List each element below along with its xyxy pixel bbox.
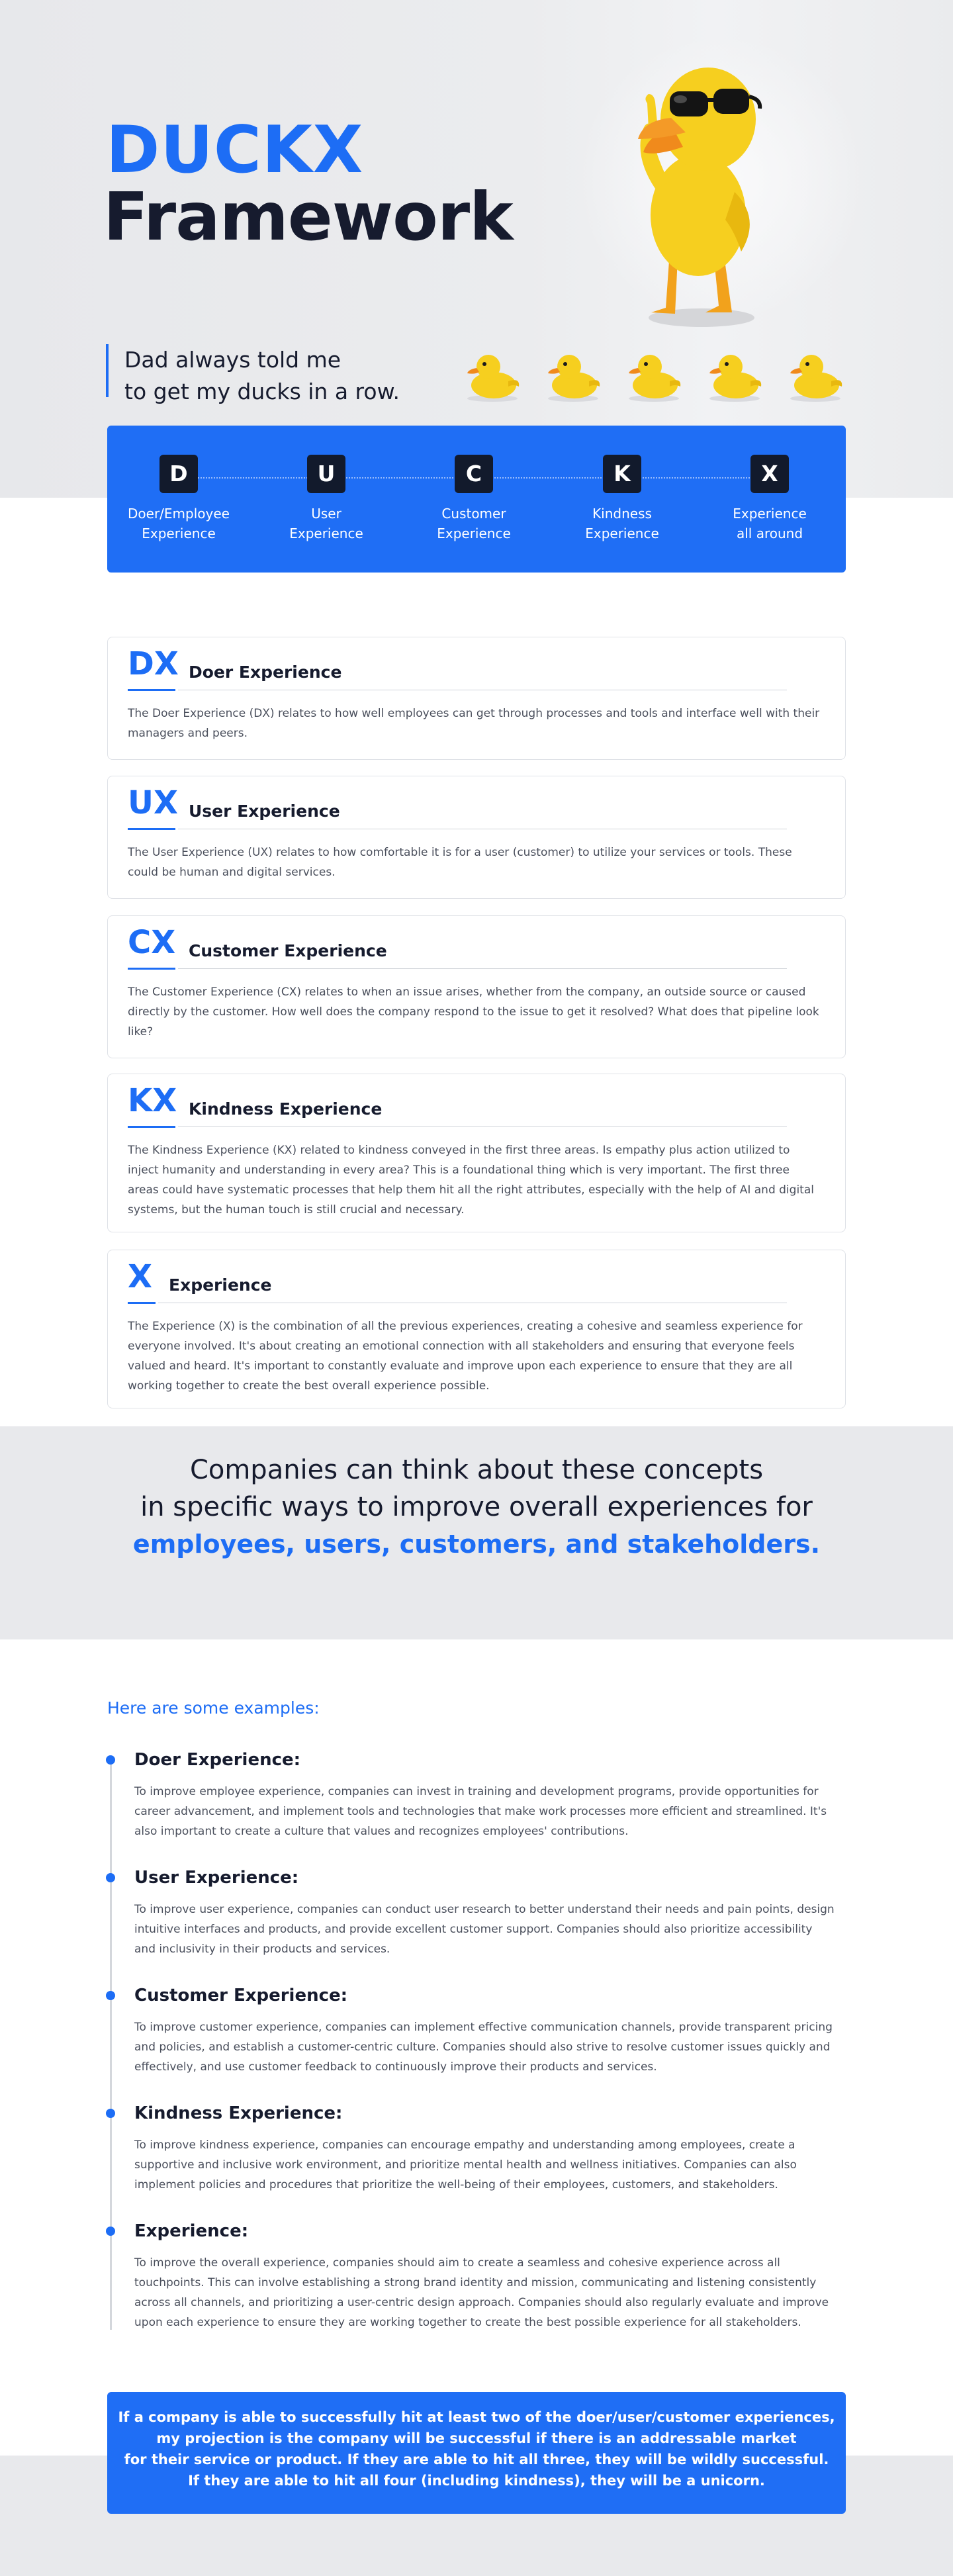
card-body: The Experience (X) is the combination of all the previous experiences, creating a cohesive and seamless experience for everyone involved. It's about creating an emotional connection with all stakeholders and ensuring that everyone feels valued and heard. It's important to constantly evaluate and improve upon each experience to ensure that they are all working together to create the best overall experience possible. <box>128 1320 803 1393</box>
example-body: To improve kindness experience, companies can encourage empathy and understanding among employees, create a supportive and inclusive work environment, and prioritize mental health and wellness initiatives. Companies can also implement policies and procedures that prioritize the well-being of their employees, customers, and stakeholders. <box>134 2139 797 2191</box>
example-title: Doer Experience: <box>134 1750 301 1770</box>
step-label: Experience all around <box>733 506 807 541</box>
step-d <box>126 455 232 543</box>
card-abbr: CX <box>128 924 176 961</box>
card-abbr-underline <box>128 1302 156 1304</box>
step-badge: K <box>603 455 641 493</box>
step-label: User Experience <box>289 506 363 541</box>
quote-line-1: Dad always told me <box>124 347 341 373</box>
card-body: The Doer Experience (DX) relates to how well employees can get through processes and tools and interface well with their managers and peers. <box>128 707 820 740</box>
step-label: Doer/Employee Experience <box>128 506 230 541</box>
example-body: To improve employee experience, companies can invest in training and development programs, provide opportunities for career advancement, and implement tools and technologies that make work processes more efficient and streamlined. It's also important to create a culture that values and recognizes employees' contributions. <box>134 1785 827 1838</box>
step-c <box>421 455 527 543</box>
card-body: The Customer Experience (CX) relates to when an issue arises, whether from the company, an outside source or caused directly by the customer. How well does the company respond to the issue to get it resolved? What does that pipeline look like? <box>128 986 819 1038</box>
duckling-icon <box>623 349 684 402</box>
duckx-steps-banner <box>107 426 846 573</box>
card-title: Experience <box>169 1275 272 1295</box>
card-divider <box>178 968 787 969</box>
step-label: Customer Experience <box>437 506 511 541</box>
duckling-icon <box>704 349 765 402</box>
card-title: User Experience <box>189 802 340 821</box>
step-badge: X <box>750 455 789 493</box>
card-abbr-underline <box>128 968 175 970</box>
card-ux <box>107 776 846 899</box>
card-dx <box>107 637 846 760</box>
concepts-band <box>0 1426 953 1639</box>
duck-mascot-icon <box>609 40 781 331</box>
card-body: The Kindness Experience (KX) related to kindness conveyed in the first three areas. Is empathy plus action utilized to inject humanity and understanding in every area? This is a foundational thing which is very important. The first three areas could have systematic processes that help them hit all the right attributes, especially with the help of AI and digital systems, but the human touch is still crucial and necessary. <box>128 1144 814 1217</box>
step-label: Kindness Experience <box>585 506 659 541</box>
card-cx <box>107 915 846 1058</box>
footer-callout <box>107 2392 846 2514</box>
step-badge: D <box>159 455 198 493</box>
concepts-accent: employees, users, customers, and stakeholders. <box>132 1530 821 1559</box>
example-title: Kindness Experience: <box>134 2103 343 2123</box>
timeline-dot <box>106 2227 115 2236</box>
timeline-dot <box>106 1991 115 2000</box>
card-abbr: UX <box>128 784 178 821</box>
step-k <box>569 455 675 543</box>
step-x <box>717 455 823 543</box>
example-title: Experience: <box>134 2221 249 2241</box>
timeline-dot <box>106 2109 115 2118</box>
card-abbr: KX <box>128 1082 177 1119</box>
example-body: To improve customer experience, companies can implement effective communication channels, provide transparent pricing and policies, and establish a customer-centric culture. Companies should also strive to resolve customer issues quickly and effectively, and use customer feedback to continuously improve their products and services. <box>134 2021 833 2074</box>
card-abbr-underline <box>128 828 175 830</box>
step-u <box>273 455 379 543</box>
card-abbr: DX <box>128 645 179 682</box>
hero-quote <box>106 344 400 404</box>
duckling-icon <box>543 349 604 402</box>
card-body: The User Experience (UX) relates to how comfortable it is for a user (customer) to utilize your services or tools. These could be human and digital services. <box>128 846 792 879</box>
card-title: Kindness Experience <box>189 1099 383 1119</box>
duckling-icon <box>785 349 846 402</box>
card-abbr-underline <box>128 689 175 691</box>
framework-title: Framework <box>103 178 513 255</box>
example-title: Customer Experience: <box>134 1986 348 2005</box>
card-title: Doer Experience <box>189 663 342 682</box>
concepts-line-1: Companies can think about these concepts <box>189 1455 764 1485</box>
brand-title: DUCKX <box>106 113 364 188</box>
card-title: Customer Experience <box>189 941 387 960</box>
card-x <box>107 1250 846 1408</box>
example-title: User Experience: <box>134 1868 299 1888</box>
footer-line-4: If they are able to hit all four (including kindness), they will be a unicorn. <box>188 2473 765 2489</box>
duckling-icon <box>462 349 523 402</box>
footer-line-2: my projection is the company will be successful if there is an addressable market <box>156 2430 797 2446</box>
timeline-dot <box>106 1755 115 1765</box>
card-abbr: X <box>128 1258 153 1295</box>
timeline-dot <box>106 1873 115 1882</box>
card-abbr-underline <box>128 1126 175 1128</box>
examples-timeline <box>110 1761 112 2330</box>
step-badge: U <box>307 455 345 493</box>
example-body: To improve user experience, companies can conduct user research to better understand their needs and pain points, design intuitive interfaces and products, and provide excellent customer support. Companies should also prioritize accessibility and inclusivity in their products and services. <box>134 1903 835 1956</box>
example-body: To improve the overall experience, companies should aim to create a seamless and cohesive experience across all touchpoints. This can involve establishing a strong brand identity and mission, communicating and listening consistently across all channels, and prioritizing a user-centric design approach. Companies should also regularly evaluate and improve upon each experience to ensure they are working together to create the best possible experience for all stakeholders. <box>134 2256 829 2329</box>
card-kx <box>107 1074 846 1232</box>
concepts-line-2: in specific ways to improve overall experiences for <box>140 1492 813 1522</box>
quote-line-2: to get my ducks in a row. <box>124 379 400 404</box>
footer-line-3: for their service or product. If they are able to hit all three, they will be wildly successful. <box>124 2452 829 2467</box>
footer-line-1: If a company is able to successfully hit at least two of the doer/user/customer experiences, <box>118 2409 835 2425</box>
examples-heading: Here are some examples: <box>107 1698 320 1718</box>
step-badge: C <box>455 455 493 493</box>
